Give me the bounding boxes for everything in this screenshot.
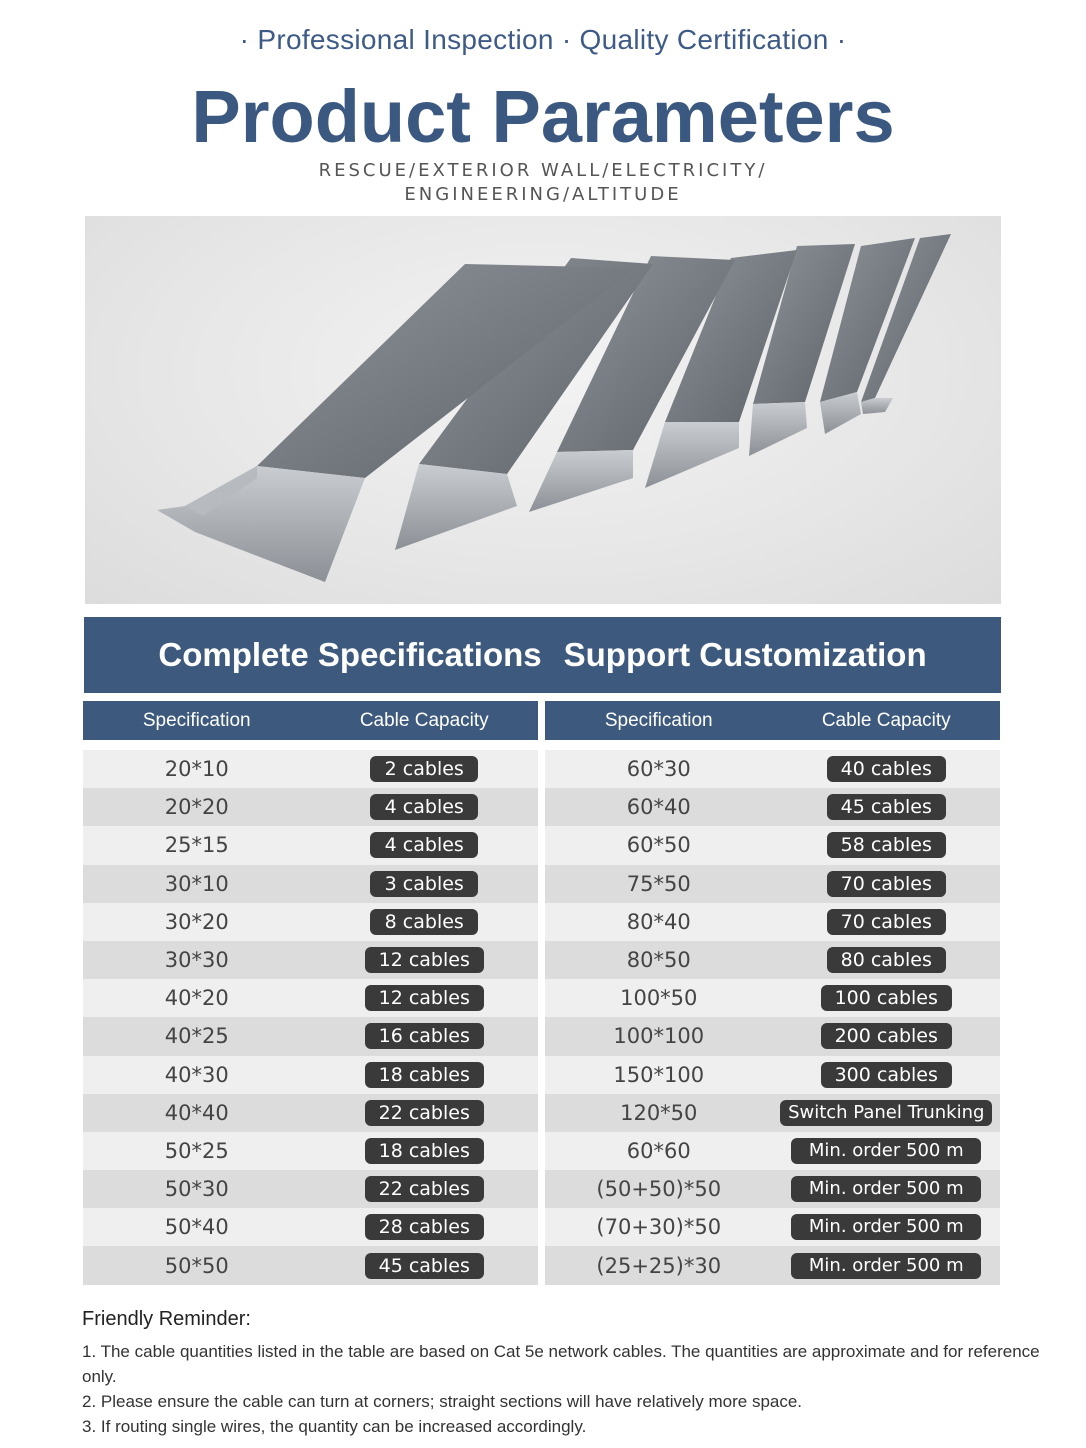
header-specification: Specification xyxy=(142,709,251,731)
table-row xyxy=(83,941,538,979)
capacity-cell xyxy=(773,1023,1001,1049)
spec-cell: 50*25 xyxy=(164,1138,229,1163)
spec-cell: 30*30 xyxy=(164,948,229,973)
spec-cell: 60*40 xyxy=(626,795,691,820)
spec-cell: 100*50 xyxy=(620,986,698,1011)
table-row xyxy=(83,1094,538,1132)
page-title: Product Parameters xyxy=(191,75,895,158)
table-row xyxy=(83,1132,538,1170)
reminder-item: 3. If routing single wires, the quantity can be increased accordingly. xyxy=(82,1417,587,1436)
capacity-badge: 58 cables xyxy=(827,832,946,858)
table-row xyxy=(83,826,538,864)
capacity-badge: 28 cables xyxy=(365,1214,484,1240)
reminder-item: 1. The cable quantities listed in the table are based on Cat 5e network cables. The quantities are approximate and for reference only. xyxy=(82,1342,1040,1386)
spec-cell: 40*20 xyxy=(164,986,229,1011)
capacity-cell xyxy=(311,947,539,973)
table-row xyxy=(545,750,1000,788)
capacity-badge: 80 cables xyxy=(827,947,946,973)
table-row xyxy=(83,1017,538,1055)
spec-cell: 30*10 xyxy=(164,871,229,896)
capacity-cell xyxy=(773,1253,1001,1279)
banner-right-text: Support Customization xyxy=(563,636,927,673)
capacity-cell xyxy=(773,947,1001,973)
capacity-cell xyxy=(773,756,1001,782)
capacity-cell xyxy=(311,832,539,858)
capacity-badge: Min. order 500 m xyxy=(791,1253,981,1279)
spec-cell: 100*100 xyxy=(613,1024,705,1049)
capacity-cell xyxy=(773,1176,1001,1202)
table-row xyxy=(83,1208,538,1246)
capacity-cell xyxy=(773,1100,1001,1126)
table-row xyxy=(545,1094,1000,1132)
capacity-badge: 12 cables xyxy=(365,985,484,1011)
spec-cell: 80*50 xyxy=(626,948,691,973)
capacity-badge: 70 cables xyxy=(827,871,946,897)
table-row xyxy=(545,1056,1000,1094)
table-row xyxy=(545,826,1000,864)
capacity-badge: 200 cables xyxy=(821,1023,952,1049)
capacity-badge: 16 cables xyxy=(365,1023,484,1049)
capacity-badge: Min. order 500 m xyxy=(791,1138,981,1164)
friendly-reminder xyxy=(82,1308,1042,1439)
table-body xyxy=(545,750,1000,1285)
table-row xyxy=(83,788,538,826)
table-row xyxy=(545,979,1000,1017)
table-header xyxy=(83,701,538,740)
capacity-badge: 2 cables xyxy=(370,756,478,782)
spec-cell: 150*100 xyxy=(613,1062,705,1087)
capacity-cell xyxy=(311,1176,539,1202)
table-row xyxy=(545,941,1000,979)
spec-cell: 40*40 xyxy=(164,1100,229,1125)
capacity-badge: 22 cables xyxy=(365,1100,484,1126)
capacity-cell xyxy=(773,909,1001,935)
capacity-badge: 8 cables xyxy=(370,909,478,935)
spec-cell: (70+30)*50 xyxy=(596,1215,722,1240)
capacity-badge: 45 cables xyxy=(365,1253,484,1279)
table-row xyxy=(545,1170,1000,1208)
spec-cell: 25*15 xyxy=(164,833,229,858)
table-header xyxy=(545,701,1000,740)
capacity-cell xyxy=(773,794,1001,820)
spec-cell: 20*10 xyxy=(164,757,229,782)
capacity-badge: Switch Panel Trunking xyxy=(780,1100,992,1126)
capacity-badge: Min. order 500 m xyxy=(791,1214,981,1240)
capacity-badge: 18 cables xyxy=(365,1062,484,1088)
capacity-cell xyxy=(773,832,1001,858)
table-row xyxy=(545,903,1000,941)
capacity-cell xyxy=(311,909,539,935)
spec-table-right xyxy=(545,701,1000,1285)
table-row xyxy=(545,865,1000,903)
spec-cell: 30*20 xyxy=(164,909,229,934)
product-photo xyxy=(85,216,1001,604)
spec-cell: 120*50 xyxy=(620,1100,698,1125)
table-row xyxy=(83,903,538,941)
table-row xyxy=(545,1132,1000,1170)
spec-cell: 20*20 xyxy=(164,795,229,820)
spec-cell: 50*30 xyxy=(164,1177,229,1202)
table-row xyxy=(545,1246,1000,1284)
table-body xyxy=(83,750,538,1285)
table-row xyxy=(545,788,1000,826)
tagline: · Professional Inspection · Quality Certification · xyxy=(239,24,847,55)
capacity-cell xyxy=(311,1062,539,1088)
capacity-cell xyxy=(311,1214,539,1240)
capacity-badge: 12 cables xyxy=(365,947,484,973)
table-row xyxy=(83,1246,538,1284)
aluminum-trunking-illustration xyxy=(85,216,1001,604)
capacity-cell xyxy=(773,985,1001,1011)
capacity-cell xyxy=(311,1253,539,1279)
table-row xyxy=(545,1208,1000,1246)
capacity-badge: Min. order 500 m xyxy=(791,1176,981,1202)
table-row xyxy=(83,750,538,788)
capacity-badge: 40 cables xyxy=(827,756,946,782)
spec-cell: 50*50 xyxy=(164,1253,229,1278)
capacity-badge: 45 cables xyxy=(827,794,946,820)
capacity-cell xyxy=(311,1138,539,1164)
banner-left-text: Complete Specifications xyxy=(158,636,542,673)
spec-table-left xyxy=(83,701,538,1285)
capacity-cell xyxy=(311,871,539,897)
capacity-cell xyxy=(311,1100,539,1126)
spec-cell: 50*40 xyxy=(164,1215,229,1240)
capacity-cell xyxy=(311,756,539,782)
subtitle-line-1: RESCUE/EXTERIOR WALL/ELECTRICITY/ xyxy=(318,160,768,181)
capacity-badge: 3 cables xyxy=(370,871,478,897)
spec-cell: (50+50)*50 xyxy=(596,1177,722,1202)
capacity-cell xyxy=(311,985,539,1011)
capacity-badge: 100 cables xyxy=(821,985,952,1011)
capacity-cell xyxy=(311,794,539,820)
capacity-badge: 70 cables xyxy=(827,909,946,935)
capacity-badge: 22 cables xyxy=(365,1176,484,1202)
table-row xyxy=(83,865,538,903)
spec-banner xyxy=(84,617,1001,693)
header-specification: Specification xyxy=(604,709,713,731)
reminder-title: Friendly Reminder: xyxy=(82,1308,251,1330)
header-cable-capacity: Cable Capacity xyxy=(821,709,951,731)
capacity-cell xyxy=(773,871,1001,897)
capacity-badge: 4 cables xyxy=(370,794,478,820)
capacity-cell xyxy=(773,1214,1001,1240)
spec-cell: 60*60 xyxy=(626,1138,691,1163)
capacity-cell xyxy=(773,1062,1001,1088)
table-row xyxy=(545,1017,1000,1055)
spec-cell: 75*50 xyxy=(626,871,691,896)
spec-cell: (25+25)*30 xyxy=(596,1253,722,1278)
spec-cell: 80*40 xyxy=(626,909,691,934)
table-row xyxy=(83,1056,538,1094)
table-row xyxy=(83,979,538,1017)
capacity-badge: 4 cables xyxy=(370,832,478,858)
header-cable-capacity: Cable Capacity xyxy=(359,709,489,731)
spec-cell: 40*30 xyxy=(164,1062,229,1087)
capacity-cell xyxy=(311,1023,539,1049)
spec-cell: 60*30 xyxy=(626,757,691,782)
capacity-badge: 18 cables xyxy=(365,1138,484,1164)
subtitle-line-2: ENGINEERING/ALTITUDE xyxy=(404,184,682,205)
capacity-cell xyxy=(773,1138,1001,1164)
spec-cell: 60*50 xyxy=(626,833,691,858)
table-row xyxy=(83,1170,538,1208)
capacity-badge: 300 cables xyxy=(821,1062,952,1088)
reminder-item: 2. Please ensure the cable can turn at corners; straight sections will have relatively more space. xyxy=(82,1392,803,1411)
spec-cell: 40*25 xyxy=(164,1024,229,1049)
